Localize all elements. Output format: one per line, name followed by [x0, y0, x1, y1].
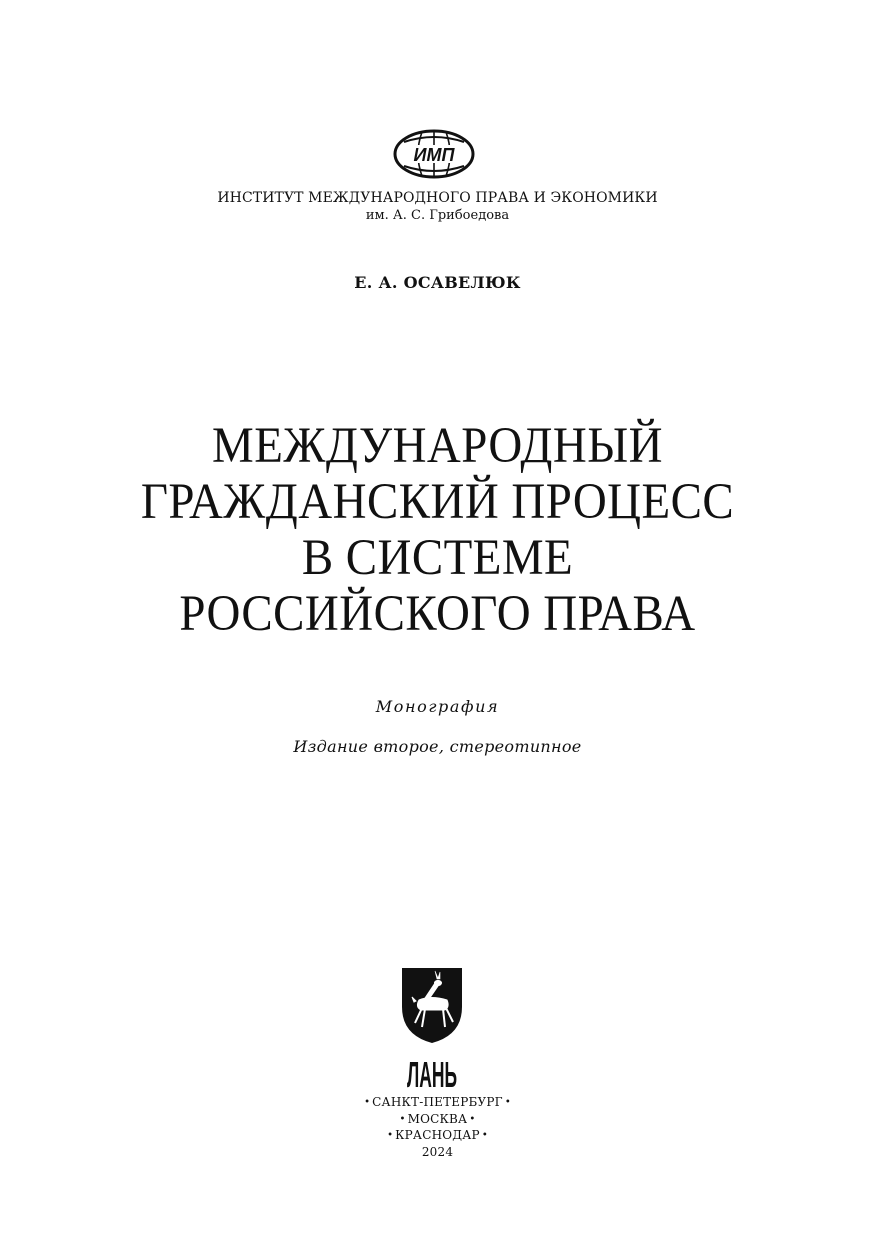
book-title — [0, 418, 875, 642]
city-2: МОСКВА — [407, 1111, 468, 1126]
title-line-2: ГРАЖДАНСКИЙ ПРОЦЕСС — [140, 474, 735, 530]
author-name: Е. А. ОСАВЕЛЮК — [354, 273, 521, 292]
city-row-3: • КРАСНОДАР • — [387, 1128, 488, 1142]
publisher-imprint — [0, 1095, 875, 1160]
institute-subtitle: им. А. С. Грибоедова — [365, 208, 510, 223]
city-3: КРАСНОДАР — [395, 1128, 480, 1142]
city-1: САНКТ-ПЕТЕРБУРГ — [372, 1095, 503, 1109]
publication-year: 2024 — [421, 1144, 454, 1159]
institute-logo — [392, 128, 476, 180]
city-row-1: • САНКТ-ПЕТЕРБУРГ • — [364, 1095, 511, 1109]
title-line-4: РОССИЙСКОГО ПРАВА — [179, 586, 696, 642]
publisher-logo-text: ЛАНЬ — [407, 1054, 457, 1095]
edition-label: Издание второе, стереотипное — [293, 737, 582, 756]
title-line-3: В СИСТЕМЕ — [301, 530, 574, 586]
title-line-1: МЕЖДУНАРОДНЫЙ — [212, 418, 663, 474]
city-row-2: • МОСКВА • — [399, 1111, 476, 1126]
publisher-logo — [401, 967, 463, 1095]
institute-name: ИНСТИТУТ МЕЖДУНАРОДНОГО ПРАВА И ЭКОНОМИКИ — [217, 190, 658, 206]
genre-label: Монография — [375, 697, 500, 716]
institute-logo-text: ИМП — [413, 145, 455, 165]
